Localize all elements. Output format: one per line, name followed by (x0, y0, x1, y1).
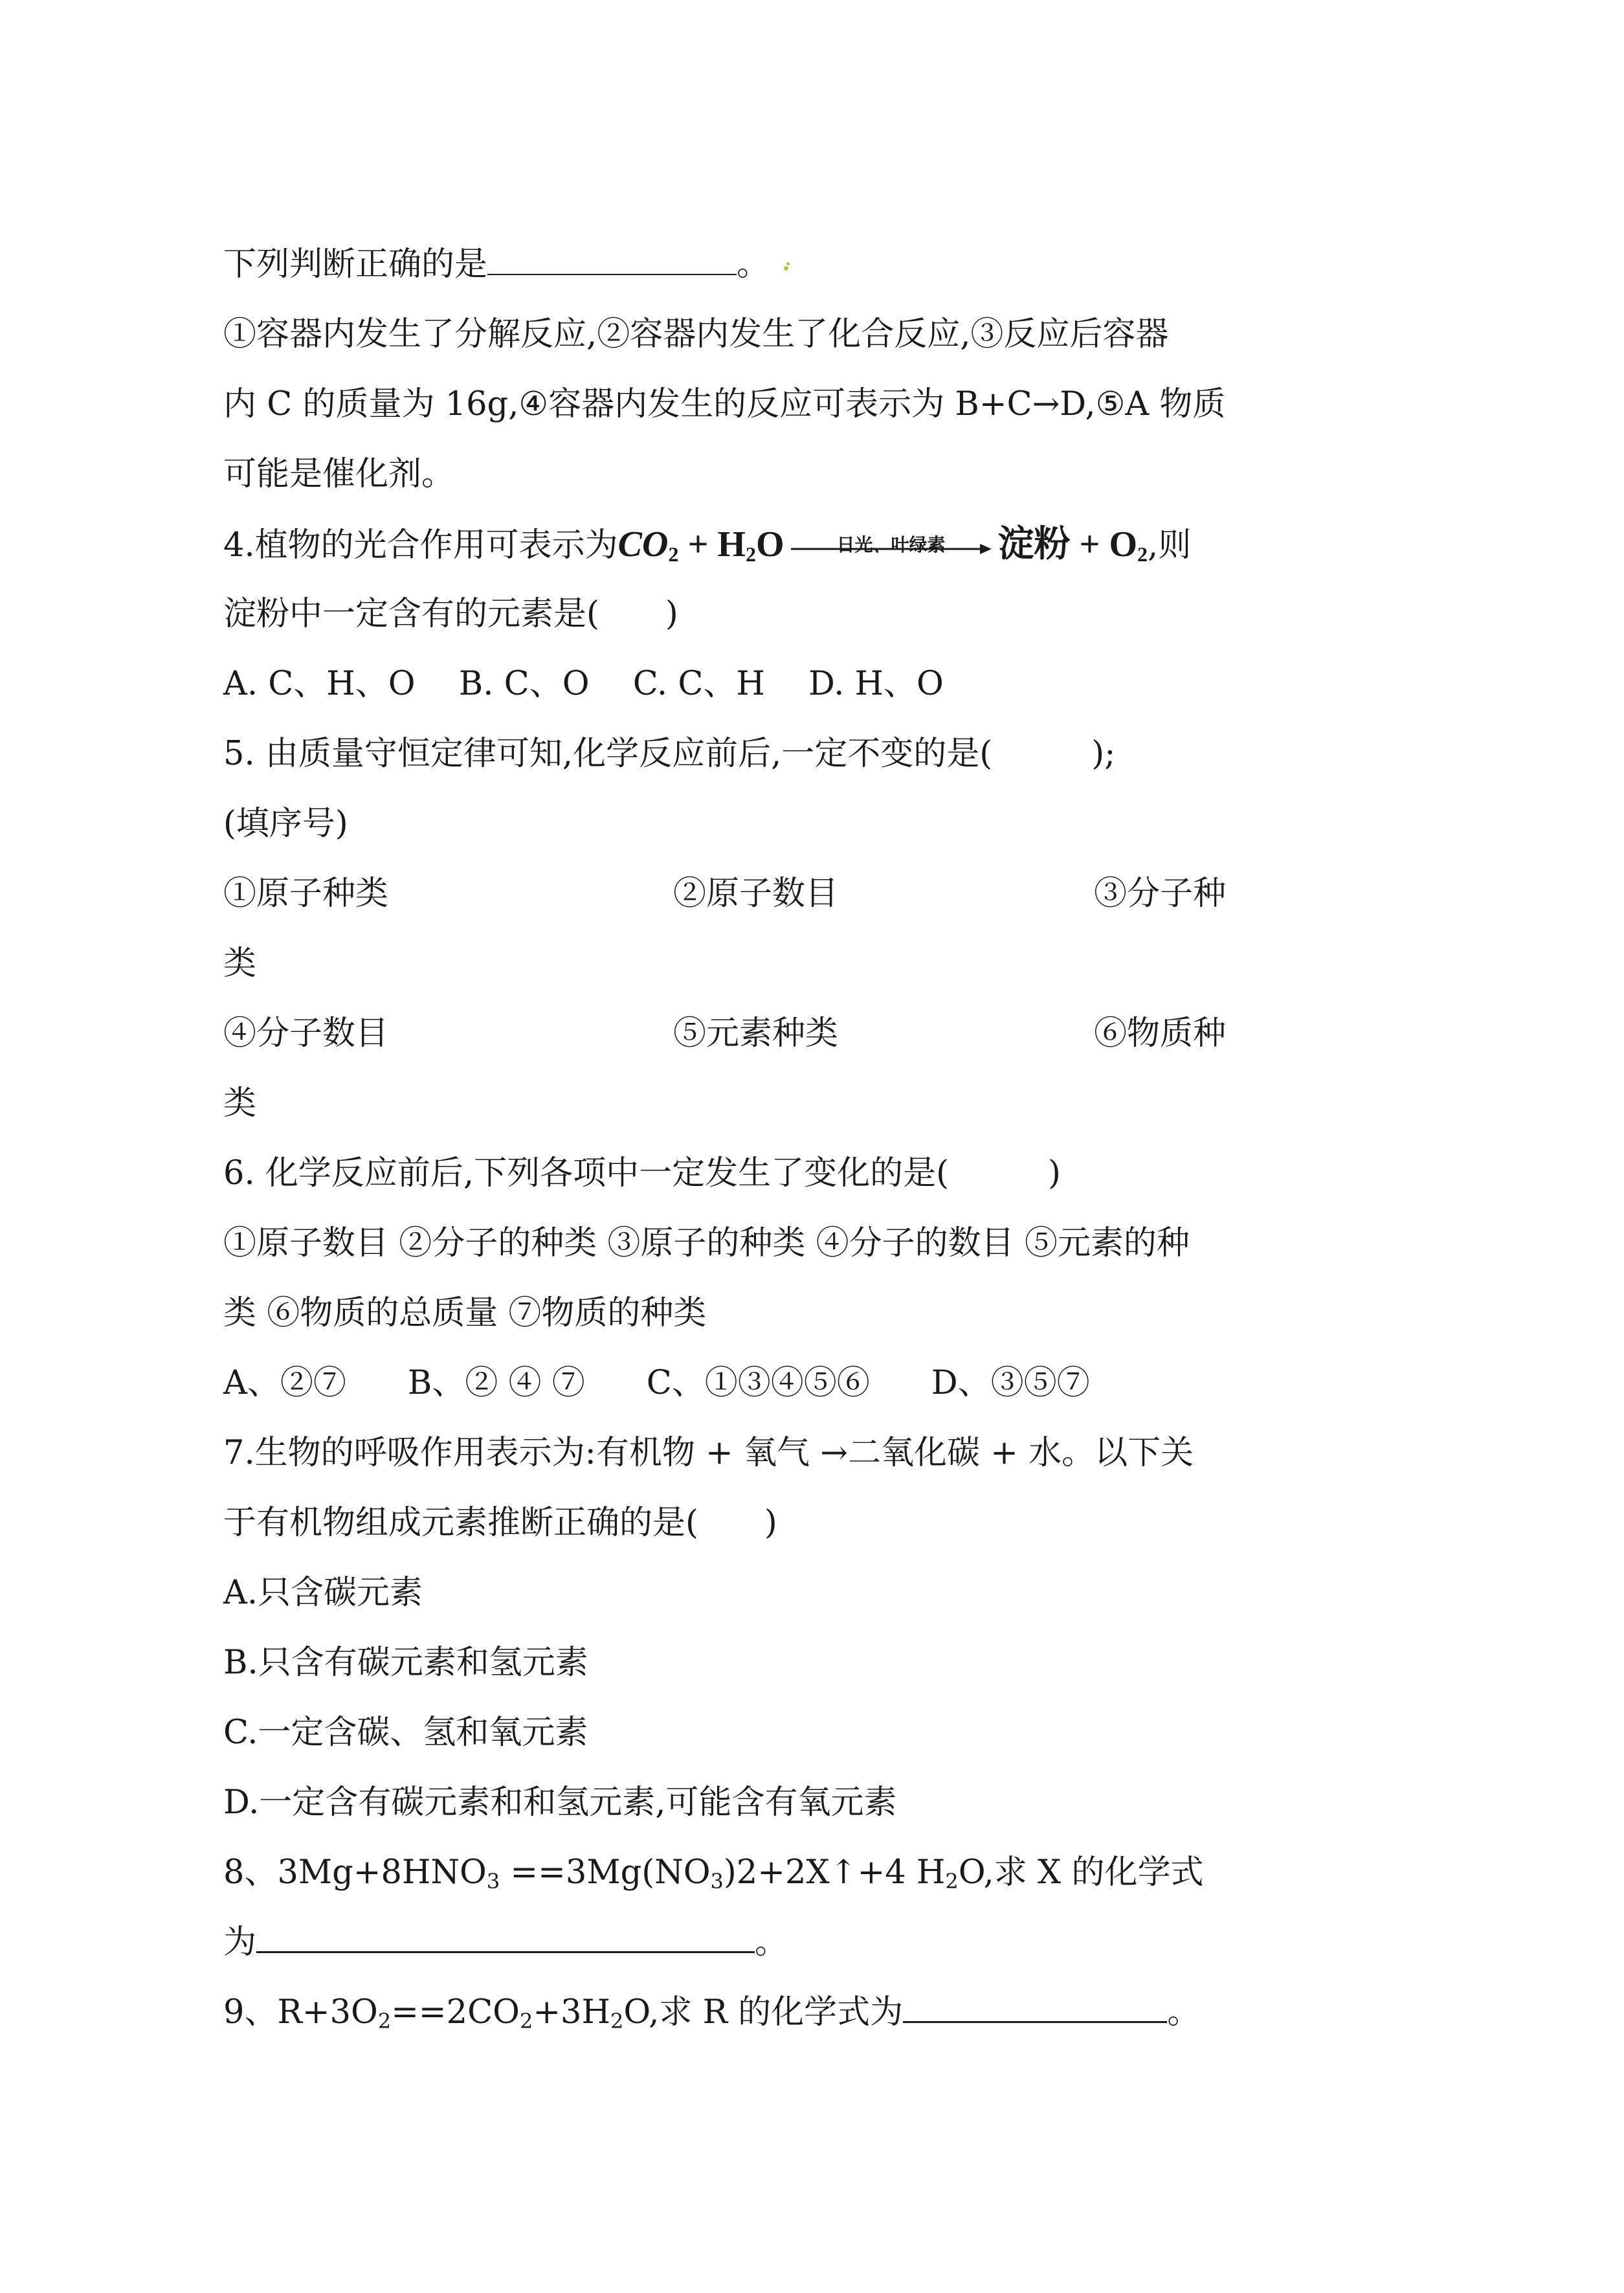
q8-sub-c: 2 (945, 1869, 959, 1894)
q4-options: A. C、H、O B. C、O C. C、H D. H、O (223, 665, 944, 703)
eq-h-sub: 2 (745, 542, 756, 566)
q3-statement-line-2: 内 C 的质量为 16g,④容器内发生的反应可表示为 B+C→D,⑤A 物质 (223, 385, 1226, 423)
q5-wrap-1: 类 (223, 945, 257, 983)
q8-part-a: 8、3Mg+8HNO (223, 1853, 487, 1892)
q5-item: ⑤元素种类 (673, 1014, 839, 1053)
q8-part-d: O,求 X 的化学式 (958, 1853, 1204, 1892)
q8-answer-blank[interactable] (256, 1915, 755, 1953)
q5-item: ③分子种 (1094, 875, 1227, 913)
q5-wrap-2: 类 (223, 1084, 257, 1123)
eq-plus-1: + (687, 524, 709, 565)
q6-options (223, 1348, 1388, 1418)
q6-line-3: 类 ⑥物质的总质量 ⑦物质的种类 (223, 1294, 707, 1332)
q7-line-2: 于有机物组成元素推断正确的是( ) (223, 1504, 777, 1542)
q4-lead: 4.植物的光合作用可表示为 (223, 526, 618, 565)
q3-prompt-line (223, 230, 1388, 300)
q8-line-1 (223, 1838, 1388, 1908)
q7-option-a: A.只含碳元素 (223, 1574, 423, 1612)
q8-sub-b: 3 (710, 1869, 724, 1894)
q7-option-d: D.一定含有碳元素和和氢元素,可能含有氧元素 (223, 1784, 897, 1822)
reaction-arrow (791, 535, 992, 561)
q5-line-1: 5. 由质量守恒定律可知,化学反应前后,一定不变的是( ); (223, 735, 1116, 773)
q4-line-1 (223, 509, 1388, 579)
photosynthesis-equation (618, 509, 1148, 579)
q3-prompt: 下列判断正确的是 (223, 245, 488, 284)
q5-line-2: (填序号) (223, 805, 348, 843)
q5-items-row-2 (223, 999, 1388, 1069)
q6-line-1: 6. 化学反应前后,下列各项中一定发生了变化的是( ) (223, 1154, 1061, 1192)
q6-option-b: B、② ④ ⑦ (407, 1364, 585, 1402)
q8-part-c: )2+2X↑+4 H (723, 1853, 946, 1892)
worksheet (223, 230, 1388, 2048)
q6-line-2: ①原子数目 ②分子的种类 ③原子的种类 ④分子的数目 ⑤元素的种 (223, 1224, 1190, 1262)
q3-statement-line-1: ①容器内发生了分解反应,②容器内发生了化合反应,③反应后容器 (223, 315, 1169, 353)
q7-line-1: 7.生物的呼吸作用表示为:有机物 + 氧气 →二氧化碳 + 水。以下关 (223, 1434, 1194, 1472)
q6-option-c: C、①③④⑤⑥ (646, 1364, 870, 1402)
q3-statement-line-3: 可能是催化剂。 (223, 455, 455, 493)
arrow-icon (791, 541, 992, 557)
q6-option-d: D、③⑤⑦ (931, 1364, 1090, 1402)
q9-answer-blank[interactable] (903, 1985, 1167, 2023)
q9-part-a: 9、R+3O (223, 1993, 378, 2031)
q8-line2-tail: 。 (755, 1923, 788, 1962)
q5-items-row-1 (223, 859, 1388, 929)
eq-h: H (717, 524, 746, 565)
q9-part-b: ==2CO (391, 1993, 520, 2031)
q5-item: ⑥物质种 (1094, 1014, 1227, 1053)
q6-option-a: A、②⑦ (223, 1364, 346, 1402)
eq-o2: O (1109, 524, 1137, 565)
q5-item: ②原子数目 (673, 875, 839, 913)
eq-o: O (755, 524, 784, 565)
q4-after-eq: ,则 (1148, 526, 1192, 565)
reaction-condition: 日光、叶绿素 (836, 534, 946, 556)
q8-part-b: ==3Mg(NO (500, 1853, 711, 1892)
q3-answer-blank[interactable] (487, 238, 737, 275)
q5-item: ④分子数目 (223, 1014, 389, 1053)
q7-option-c: C.一定含碳、氢和氧元素 (223, 1714, 588, 1752)
q9-sub-a: 2 (377, 2009, 392, 2033)
q9-sub-c: 2 (610, 2009, 624, 2033)
q3-tail: 。 (737, 245, 770, 284)
eq-co2-sub: 2 (668, 542, 679, 566)
q9-part-c: +3H (533, 1993, 610, 2031)
q4-line-2: 淀粉中一定含有的元素是( ) (223, 595, 678, 633)
eq-co2: CO (617, 524, 669, 565)
q8-line2-lead: 为 (223, 1923, 257, 1962)
q8-line-2 (223, 1908, 1388, 1978)
eq-starch: 淀粉 (997, 523, 1071, 565)
stray-marks (770, 262, 795, 275)
eq-plus-2: + (1079, 524, 1100, 565)
q9-tail: 。 (1167, 1993, 1201, 2031)
q7-option-b: B.只含有碳元素和氢元素 (223, 1644, 588, 1682)
q9-sub-b: 2 (519, 2009, 533, 2033)
q8-sub-a: 3 (486, 1869, 500, 1894)
q5-item: ①原子种类 (223, 875, 389, 913)
eq-o2-sub: 2 (1137, 542, 1148, 566)
q9-line (223, 1978, 1388, 2048)
q9-part-d: O,求 R 的化学式为 (623, 1993, 904, 2031)
